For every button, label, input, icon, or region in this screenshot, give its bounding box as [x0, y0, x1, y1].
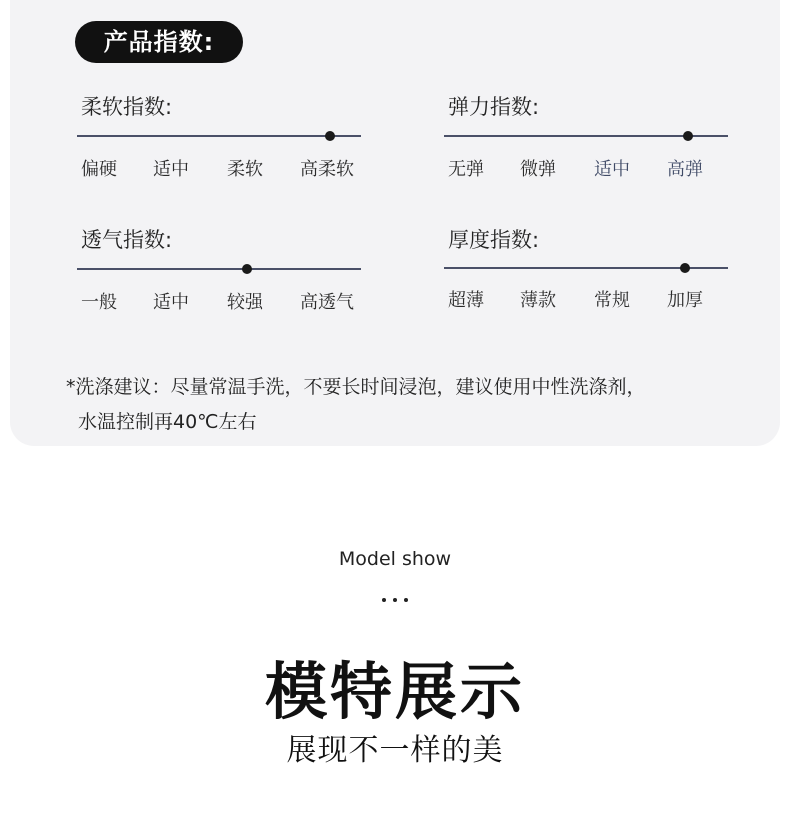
- breathability-option-1: 一般: [81, 292, 117, 313]
- breathability-option-2: 适中: [153, 292, 189, 313]
- softness-option-1: 偏硬: [81, 159, 117, 180]
- wash-instructions-line-2: 水温控制再40℃左右: [78, 411, 257, 433]
- breathability-option-3: 较强: [227, 292, 263, 313]
- breathability-index-title: 透气指数:: [81, 228, 173, 252]
- breathability-index-slider: [77, 268, 361, 270]
- product-index-badge: 产品指数:: [75, 21, 243, 63]
- elasticity-index-title: 弹力指数:: [448, 95, 540, 119]
- ellipsis-dots-icon: [382, 598, 410, 604]
- thickness-option-2: 薄款: [520, 290, 556, 311]
- breathability-option-4: 高透气: [300, 292, 354, 313]
- elasticity-option-4: 高弹: [667, 159, 703, 180]
- softness-option-4: 高柔软: [300, 159, 354, 180]
- elasticity-option-3: 适中: [594, 159, 630, 180]
- model-show-subtitle: 展现不一样的美: [286, 733, 504, 768]
- thickness-option-3: 常规: [594, 290, 630, 311]
- softness-option-3: 柔软: [227, 159, 263, 180]
- softness-option-2: 适中: [153, 159, 189, 180]
- model-show-title: 模特展示: [264, 655, 525, 728]
- thickness-index-title: 厚度指数:: [448, 228, 540, 252]
- thickness-option-4: 加厚: [667, 290, 703, 311]
- elasticity-option-2: 微弹: [520, 159, 556, 180]
- wash-instructions: [66, 370, 746, 440]
- thickness-index-slider: [444, 267, 728, 269]
- softness-index-marker: [325, 131, 335, 141]
- softness-index-title: 柔软指数:: [81, 95, 173, 119]
- elasticity-index-slider: [444, 135, 728, 137]
- model-show-eyebrow: Model show: [338, 548, 452, 570]
- elasticity-option-1: 无弹: [448, 159, 484, 180]
- softness-index-slider: [77, 135, 361, 137]
- wash-instructions-line-1: *洗涤建议：尽量常温手洗，不要长时间浸泡，建议使用中性洗涤剂，: [66, 376, 646, 398]
- thickness-option-1: 超薄: [448, 290, 484, 311]
